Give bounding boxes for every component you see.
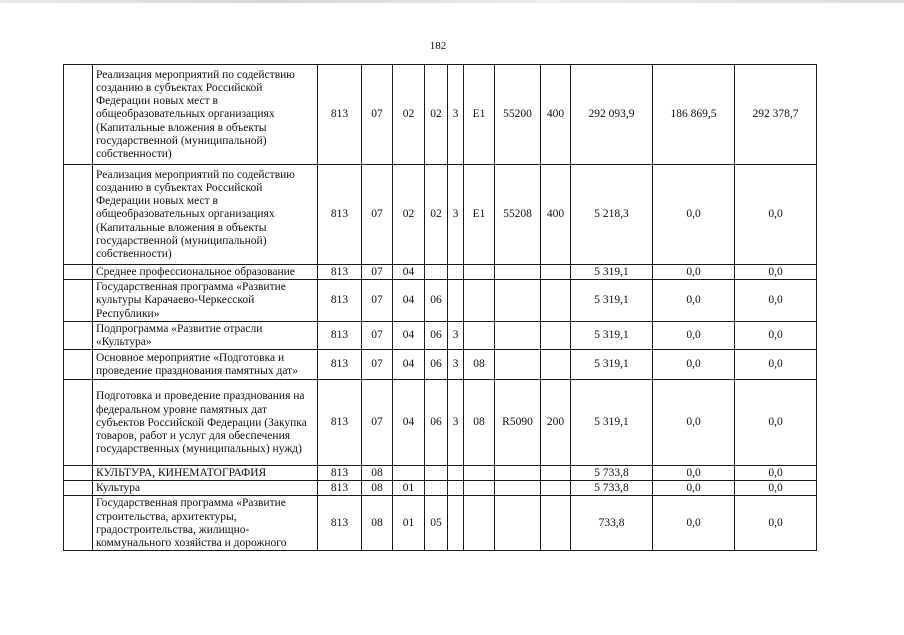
subsection-code-cell: 02 bbox=[393, 65, 425, 165]
amount-year-3-cell: 292 378,7 bbox=[735, 65, 817, 165]
table-row bbox=[64, 165, 817, 265]
section-code-cell: 07 bbox=[362, 65, 393, 165]
event-code-cell bbox=[464, 322, 495, 350]
program-code-cell: 05 bbox=[425, 496, 448, 551]
expense-type-code-cell: 400 bbox=[541, 65, 571, 165]
row-name-cell: Основное мероприятие «Подготовка и проведение празднования памятных дат» bbox=[93, 350, 318, 380]
amount-year-2-cell: 0,0 bbox=[653, 280, 735, 322]
section-code-cell: 07 bbox=[362, 380, 393, 466]
subprogram-code-cell: 3 bbox=[448, 165, 464, 265]
blank-cell bbox=[64, 466, 93, 481]
subsection-code-cell bbox=[393, 466, 425, 481]
row-name-cell: Подпрограмма «Развитие отрасли «Культура» bbox=[93, 322, 318, 350]
table-row bbox=[64, 65, 817, 165]
table-row bbox=[64, 380, 817, 466]
table-row bbox=[64, 350, 817, 380]
ministry-code-cell: 813 bbox=[318, 322, 362, 350]
event-code-cell: E1 bbox=[464, 165, 495, 265]
section-code-cell: 08 bbox=[362, 496, 393, 551]
amount-year-1-cell: 5 319,1 bbox=[571, 350, 653, 380]
table-row bbox=[64, 496, 817, 551]
amount-year-3-cell: 0,0 bbox=[735, 496, 817, 551]
subsection-code-cell: 01 bbox=[393, 496, 425, 551]
subsection-code-cell: 04 bbox=[393, 322, 425, 350]
section-code-cell: 07 bbox=[362, 350, 393, 380]
program-code-cell: 06 bbox=[425, 322, 448, 350]
row-name-cell: Государственная программа «Развитие строительства, архитектуры, градостроительства, жилищно-коммунального хозяйства и дорожного bbox=[93, 496, 318, 551]
amount-year-1-cell: 5 218,3 bbox=[571, 165, 653, 265]
budget-table bbox=[63, 64, 817, 551]
amount-year-3-cell: 0,0 bbox=[735, 350, 817, 380]
amount-year-3-cell: 0,0 bbox=[735, 280, 817, 322]
amount-year-3-cell: 0,0 bbox=[735, 165, 817, 265]
section-code-cell: 07 bbox=[362, 165, 393, 265]
subprogram-code-cell bbox=[448, 481, 464, 496]
program-code-cell: 06 bbox=[425, 380, 448, 466]
page-number: 182 bbox=[429, 40, 447, 52]
table-row bbox=[64, 280, 817, 322]
blank-cell bbox=[64, 350, 93, 380]
table-row bbox=[64, 265, 817, 280]
direction-code-cell: 55208 bbox=[495, 165, 541, 265]
row-name-cell: Подготовка и проведение празднования на федеральном уровне памятных дат субъектов Российской Федерации (Закупка товаров, работ и услуг для обеспечения государственных (муниципальных) нужд) bbox=[93, 380, 318, 466]
expense-type-code-cell bbox=[541, 265, 571, 280]
amount-year-3-cell: 0,0 bbox=[735, 466, 817, 481]
program-code-cell bbox=[425, 466, 448, 481]
blank-cell bbox=[64, 165, 93, 265]
amount-year-3-cell: 0,0 bbox=[735, 380, 817, 466]
program-code-cell: 02 bbox=[425, 65, 448, 165]
amount-year-2-cell: 186 869,5 bbox=[653, 65, 735, 165]
event-code-cell bbox=[464, 481, 495, 496]
subsection-code-cell: 04 bbox=[393, 265, 425, 280]
table-body bbox=[64, 65, 817, 551]
amount-year-2-cell: 0,0 bbox=[653, 265, 735, 280]
scan-edge bbox=[0, 0, 904, 3]
direction-code-cell bbox=[495, 466, 541, 481]
blank-cell bbox=[64, 496, 93, 551]
subprogram-code-cell: 3 bbox=[448, 350, 464, 380]
amount-year-1-cell: 5 319,1 bbox=[571, 280, 653, 322]
direction-code-cell bbox=[495, 350, 541, 380]
amount-year-2-cell: 0,0 bbox=[653, 350, 735, 380]
subprogram-code-cell bbox=[448, 265, 464, 280]
expense-type-code-cell bbox=[541, 322, 571, 350]
event-code-cell bbox=[464, 280, 495, 322]
expense-type-code-cell bbox=[541, 496, 571, 551]
section-code-cell: 07 bbox=[362, 265, 393, 280]
ministry-code-cell: 813 bbox=[318, 481, 362, 496]
amount-year-1-cell: 5 319,1 bbox=[571, 380, 653, 466]
row-name-cell: Государственная программа «Развитие культуры Карачаево-Черкесской Республики» bbox=[93, 280, 318, 322]
direction-code-cell bbox=[495, 280, 541, 322]
subprogram-code-cell bbox=[448, 466, 464, 481]
amount-year-1-cell: 5 319,1 bbox=[571, 265, 653, 280]
blank-cell bbox=[64, 481, 93, 496]
ministry-code-cell: 813 bbox=[318, 280, 362, 322]
table-row bbox=[64, 481, 817, 496]
amount-year-2-cell: 0,0 bbox=[653, 380, 735, 466]
blank-cell bbox=[64, 322, 93, 350]
amount-year-2-cell: 0,0 bbox=[653, 481, 735, 496]
subsection-code-cell: 04 bbox=[393, 280, 425, 322]
expense-type-code-cell: 400 bbox=[541, 165, 571, 265]
blank-cell bbox=[64, 380, 93, 466]
subprogram-code-cell bbox=[448, 496, 464, 551]
event-code-cell: 08 bbox=[464, 350, 495, 380]
amount-year-1-cell: 5 733,8 bbox=[571, 481, 653, 496]
blank-cell bbox=[64, 265, 93, 280]
blank-cell bbox=[64, 280, 93, 322]
amount-year-1-cell: 5 733,8 bbox=[571, 466, 653, 481]
amount-year-1-cell: 292 093,9 bbox=[571, 65, 653, 165]
program-code-cell bbox=[425, 265, 448, 280]
amount-year-2-cell: 0,0 bbox=[653, 165, 735, 265]
expense-type-code-cell bbox=[541, 280, 571, 322]
event-code-cell: 08 bbox=[464, 380, 495, 466]
expense-type-code-cell bbox=[541, 350, 571, 380]
ministry-code-cell: 813 bbox=[318, 350, 362, 380]
ministry-code-cell: 813 bbox=[318, 165, 362, 265]
subsection-code-cell: 04 bbox=[393, 380, 425, 466]
expense-type-code-cell bbox=[541, 481, 571, 496]
program-code-cell: 02 bbox=[425, 165, 448, 265]
subprogram-code-cell: 3 bbox=[448, 65, 464, 165]
event-code-cell bbox=[464, 496, 495, 551]
direction-code-cell bbox=[495, 496, 541, 551]
program-code-cell bbox=[425, 481, 448, 496]
amount-year-1-cell: 5 319,1 bbox=[571, 322, 653, 350]
amount-year-3-cell: 0,0 bbox=[735, 322, 817, 350]
direction-code-cell bbox=[495, 322, 541, 350]
event-code-cell: E1 bbox=[464, 65, 495, 165]
direction-code-cell bbox=[495, 481, 541, 496]
program-code-cell: 06 bbox=[425, 350, 448, 380]
row-name-cell: Реализация мероприятий по содействию созданию в субъектах Российской Федерации новых мест в общеобразовательных организациях (Капитальные вложения в объекты государственной (муниципальной) собственности) bbox=[93, 165, 318, 265]
subprogram-code-cell: 3 bbox=[448, 380, 464, 466]
ministry-code-cell: 813 bbox=[318, 65, 362, 165]
subprogram-code-cell bbox=[448, 280, 464, 322]
subsection-code-cell: 02 bbox=[393, 165, 425, 265]
amount-year-1-cell: 733,8 bbox=[571, 496, 653, 551]
event-code-cell bbox=[464, 265, 495, 280]
ministry-code-cell: 813 bbox=[318, 265, 362, 280]
table-row bbox=[64, 466, 817, 481]
section-code-cell: 07 bbox=[362, 280, 393, 322]
section-code-cell: 07 bbox=[362, 322, 393, 350]
program-code-cell: 06 bbox=[425, 280, 448, 322]
ministry-code-cell: 813 bbox=[318, 380, 362, 466]
subprogram-code-cell: 3 bbox=[448, 322, 464, 350]
blank-cell bbox=[64, 65, 93, 165]
row-name-cell: Культура bbox=[93, 481, 318, 496]
amount-year-2-cell: 0,0 bbox=[653, 496, 735, 551]
row-name-cell: Среднее профессиональное образование bbox=[93, 265, 318, 280]
direction-code-cell bbox=[495, 265, 541, 280]
amount-year-3-cell: 0,0 bbox=[735, 481, 817, 496]
direction-code-cell: R5090 bbox=[495, 380, 541, 466]
expense-type-code-cell: 200 bbox=[541, 380, 571, 466]
section-code-cell: 08 bbox=[362, 466, 393, 481]
direction-code-cell: 55200 bbox=[495, 65, 541, 165]
table-row bbox=[64, 322, 817, 350]
row-name-cell: КУЛЬТУРА, КИНЕМАТОГРАФИЯ bbox=[93, 466, 318, 481]
amount-year-2-cell: 0,0 bbox=[653, 322, 735, 350]
section-code-cell: 08 bbox=[362, 481, 393, 496]
amount-year-2-cell: 0,0 bbox=[653, 466, 735, 481]
row-name-cell: Реализация мероприятий по содействию созданию в субъектах Российской Федерации новых мест в общеобразовательных организациях (Капитальные вложения в объекты государственной (муниципальной) собственности) bbox=[93, 65, 318, 165]
amount-year-3-cell: 0,0 bbox=[735, 265, 817, 280]
event-code-cell bbox=[464, 466, 495, 481]
ministry-code-cell: 813 bbox=[318, 496, 362, 551]
subsection-code-cell: 01 bbox=[393, 481, 425, 496]
subsection-code-cell: 04 bbox=[393, 350, 425, 380]
ministry-code-cell: 813 bbox=[318, 466, 362, 481]
expense-type-code-cell bbox=[541, 466, 571, 481]
